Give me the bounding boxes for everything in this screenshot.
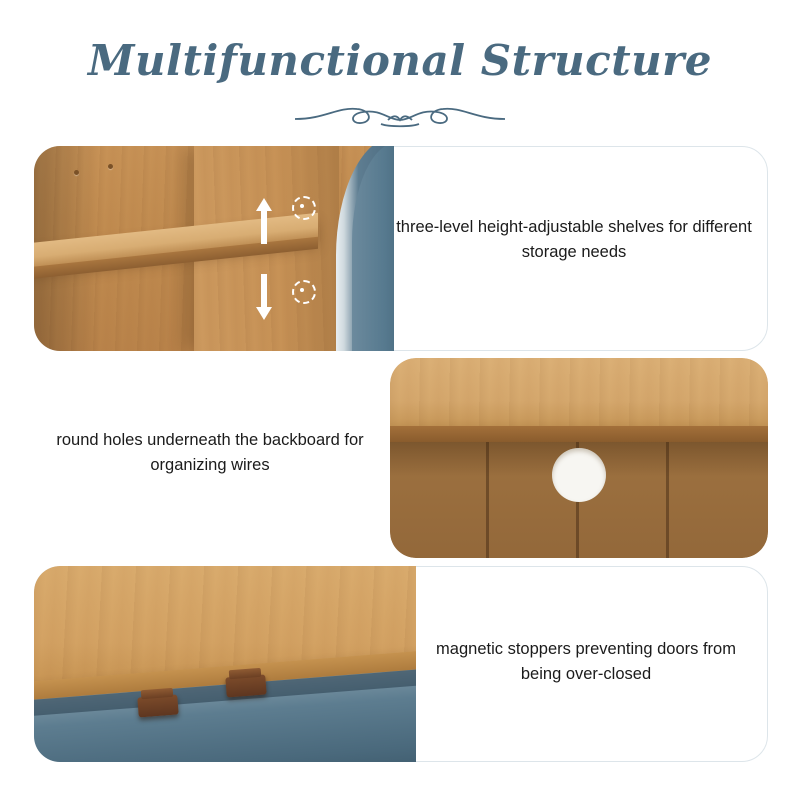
magnetic-stopper-icon: [225, 674, 266, 697]
shelf-front-edge: [390, 426, 768, 442]
magnetic-stopper-icon: [137, 694, 178, 717]
backboard-plank-seam: [666, 442, 669, 558]
feature-image-magnetic-stoppers: [34, 566, 416, 762]
page-title: Multifunctional Structure: [87, 36, 712, 85]
screw-icon: [74, 170, 79, 175]
feature-caption-cable-holes: round holes underneath the backboard for organizing wires: [56, 431, 364, 474]
peg-hole-icon: [292, 196, 316, 220]
feature-caption-magnetic-stoppers: magnetic stoppers preventing doors from being over-closed: [436, 640, 736, 683]
feature-image-cable-holes: [390, 358, 768, 558]
feature-image-adjustable-shelves: [34, 146, 394, 351]
feature-caption-adjustable-shelves: three-level height-adjustable shelves for different storage needs: [396, 218, 752, 261]
arrow-down-icon: [256, 274, 270, 325]
ornamental-flourish-divider-icon: [0, 100, 800, 140]
arrow-up-icon: [256, 198, 270, 249]
backboard-plank-seam: [486, 442, 489, 558]
cabinet-top-shelf: [390, 358, 768, 436]
peg-hole-icon: [292, 280, 316, 304]
round-cable-hole-icon: [552, 448, 606, 502]
screw-icon: [108, 164, 113, 169]
